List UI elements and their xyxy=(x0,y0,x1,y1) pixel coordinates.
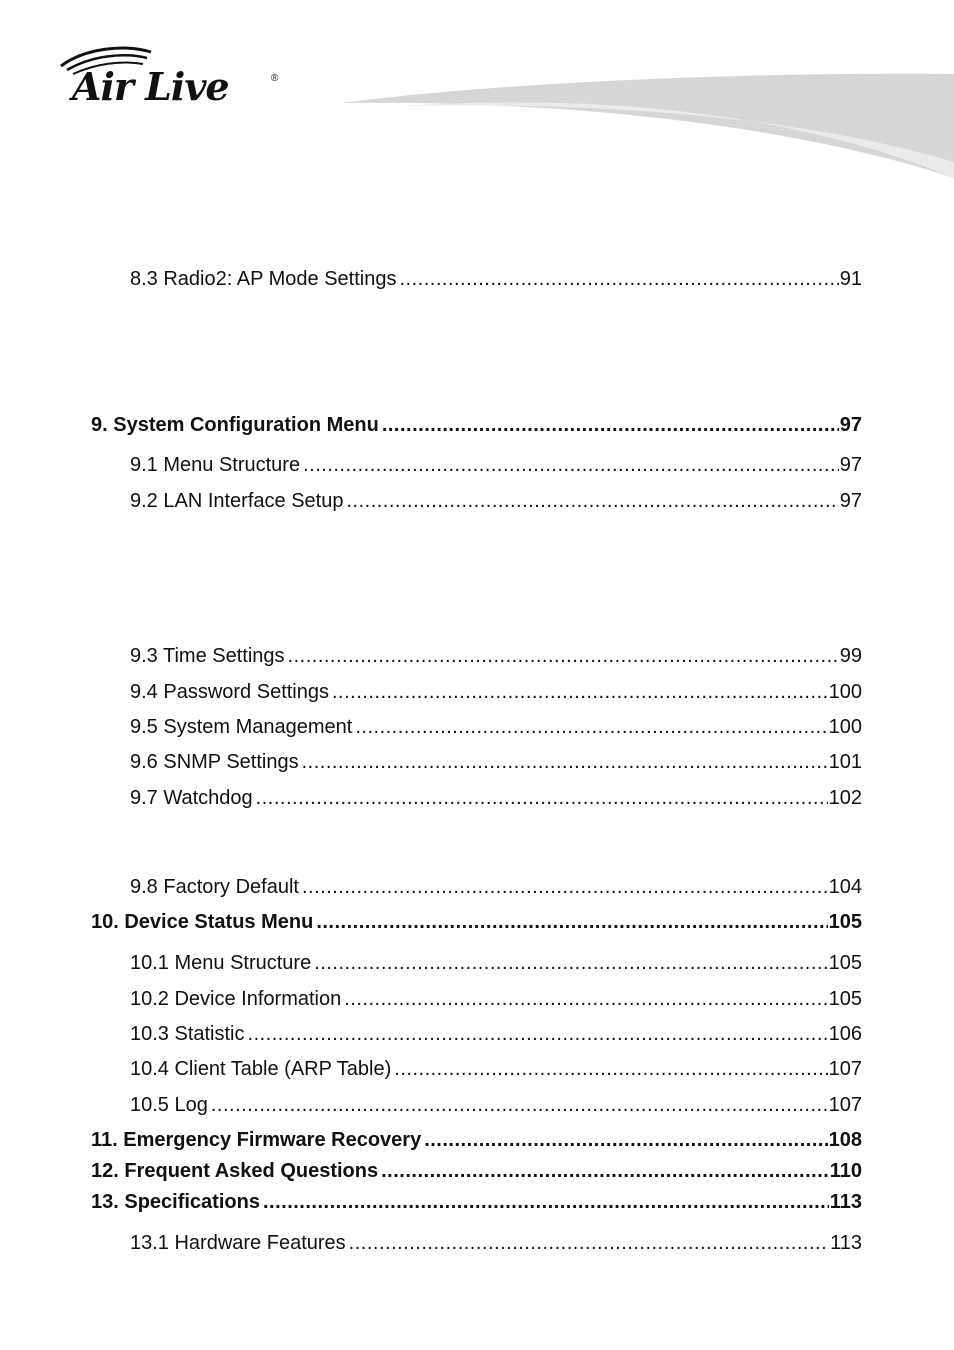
toc-entry-page: 99 xyxy=(839,645,862,667)
toc-entry-title: 9.2 LAN Interface Setup xyxy=(130,490,344,512)
toc-entry[interactable] xyxy=(91,1158,862,1184)
header-swoosh-graphic xyxy=(340,70,954,185)
toc-entry[interactable] xyxy=(130,1092,862,1118)
toc-entry[interactable] xyxy=(130,714,862,740)
toc-entry-page: 100 xyxy=(828,681,862,703)
registered-mark: ® xyxy=(271,73,279,84)
toc-entry-page: 104 xyxy=(828,876,862,898)
toc-dot-leader xyxy=(381,1158,829,1184)
toc-entry-title: 9. System Configuration Menu xyxy=(91,414,379,436)
toc-dot-leader xyxy=(355,714,827,740)
toc-entry-page: 113 xyxy=(829,1191,862,1213)
toc-dot-leader xyxy=(394,1056,827,1082)
toc-entry[interactable] xyxy=(130,1056,862,1082)
toc-dot-leader xyxy=(316,909,827,935)
toc-entry[interactable] xyxy=(130,266,862,292)
toc-entry-page: 97 xyxy=(839,454,862,476)
toc-entry-title: 9.3 Time Settings xyxy=(130,645,285,667)
toc-entry-page: 110 xyxy=(829,1160,862,1182)
toc-entry-page: 97 xyxy=(839,414,862,436)
toc-entry-title: 9.8 Factory Default xyxy=(130,876,299,898)
toc-dot-leader xyxy=(349,1230,829,1256)
toc-entry[interactable] xyxy=(130,785,862,811)
toc-dot-leader xyxy=(332,679,828,705)
toc-entry-page: 102 xyxy=(828,787,862,809)
toc-dot-leader xyxy=(256,785,828,811)
toc-dot-leader xyxy=(424,1127,827,1153)
toc-entry-page: 101 xyxy=(828,751,862,773)
toc-entry-page: 113 xyxy=(830,1232,862,1254)
toc-entry[interactable] xyxy=(130,452,862,478)
toc-entry[interactable] xyxy=(130,749,862,775)
toc-entry-page: 105 xyxy=(828,988,862,1010)
toc-entry-title: 10.5 Log xyxy=(130,1094,208,1116)
toc-dot-leader xyxy=(263,1189,829,1215)
toc-entry-page: 107 xyxy=(828,1094,862,1116)
toc-entry[interactable] xyxy=(130,1021,862,1047)
toc-entry-page: 105 xyxy=(828,952,862,974)
toc-entry[interactable] xyxy=(130,679,862,705)
toc-dot-leader xyxy=(346,488,838,514)
toc-entry-title: 8.3 Radio2: AP Mode Settings xyxy=(130,268,397,290)
toc-entry-title: 9.1 Menu Structure xyxy=(130,454,301,476)
toc-entry-title: 13. Specifications xyxy=(91,1191,260,1213)
toc-entry-page: 106 xyxy=(828,1023,862,1045)
toc-dot-leader xyxy=(248,1021,828,1047)
toc-dot-leader xyxy=(211,1092,828,1118)
toc-entry-title: 9.5 System Management xyxy=(130,716,353,738)
page-header xyxy=(0,0,954,200)
toc-dot-leader xyxy=(314,950,827,976)
toc-dot-leader xyxy=(382,412,839,438)
toc-entry[interactable] xyxy=(91,1127,862,1153)
toc-dot-leader xyxy=(399,266,838,292)
toc-entry-page: 108 xyxy=(828,1129,862,1151)
toc-entry-title: 10.2 Device Information xyxy=(130,988,342,1010)
toc-entry[interactable] xyxy=(130,874,862,900)
toc-entry[interactable] xyxy=(130,488,862,514)
toc-entry-title: 12. Frequent Asked Questions xyxy=(91,1160,379,1182)
toc-entry-title: 13.1 Hardware Features xyxy=(130,1232,346,1254)
toc-entry[interactable] xyxy=(130,1230,862,1256)
toc-entry-page: 105 xyxy=(828,911,862,933)
toc-entry-title: 10.4 Client Table (ARP Table) xyxy=(130,1058,392,1080)
toc-entry-title: 11. Emergency Firmware Recovery xyxy=(91,1129,422,1151)
toc-entry-page: 100 xyxy=(828,716,862,738)
toc-entry-page: 97 xyxy=(839,490,862,512)
toc-entry[interactable] xyxy=(91,909,862,935)
toc-entry-page: 91 xyxy=(839,268,862,290)
toc-dot-leader xyxy=(288,643,839,669)
toc-entry-title: 10.3 Statistic xyxy=(130,1023,245,1045)
toc-entry-title: 9.7 Watchdog xyxy=(130,787,253,809)
toc-dot-leader xyxy=(344,986,827,1012)
toc-entry-title: 9.6 SNMP Settings xyxy=(130,751,299,773)
toc-dot-leader xyxy=(302,874,828,900)
toc-entry-title: 10.1 Menu Structure xyxy=(130,952,312,974)
toc-entry[interactable] xyxy=(91,412,862,438)
logo-wordmark: Air Live xyxy=(72,64,229,109)
toc-entry-title: 9.4 Password Settings xyxy=(130,681,329,703)
airlive-logo xyxy=(55,42,295,117)
toc-entry-title: 10. Device Status Menu xyxy=(91,911,314,933)
toc-entry[interactable] xyxy=(130,643,862,669)
toc-dot-leader xyxy=(302,749,828,775)
toc-entry[interactable] xyxy=(91,1189,862,1215)
toc-dot-leader xyxy=(303,452,839,478)
toc-entry[interactable] xyxy=(130,986,862,1012)
toc-entry[interactable] xyxy=(130,950,862,976)
toc-entry-page: 107 xyxy=(828,1058,862,1080)
